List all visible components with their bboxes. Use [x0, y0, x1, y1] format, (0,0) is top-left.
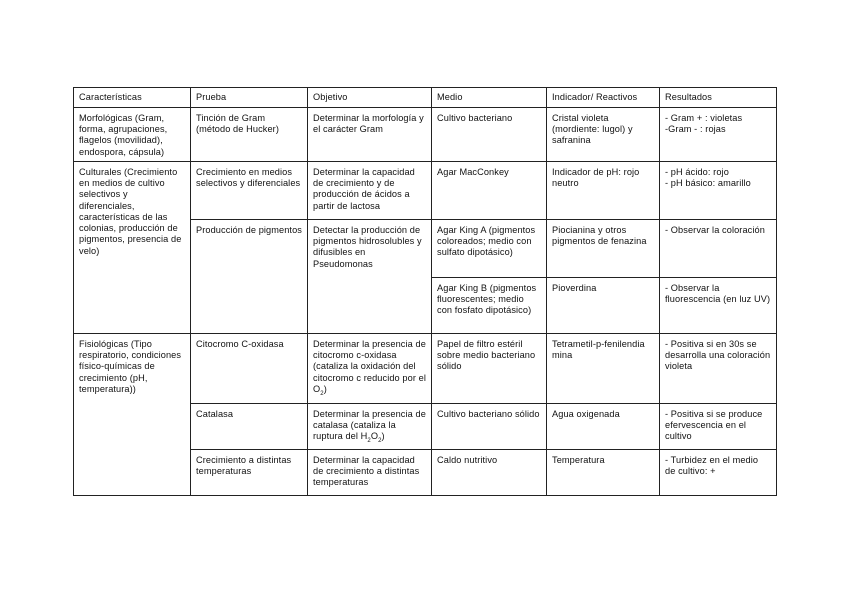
subscript: 2: [320, 390, 324, 397]
header-medio: Medio: [432, 88, 547, 108]
prueba-cell: Citocromo C-oxidasa: [191, 334, 308, 404]
resultado-line: - Observar la fluorescencia (en luz UV): [665, 283, 771, 305]
resultado-line: - Gram + : violetas: [665, 113, 743, 123]
resultado-line: - pH básico: amarillo: [665, 178, 751, 189]
subscript: 2: [367, 438, 371, 445]
header-indicador: Indicador/ Reactivos: [547, 88, 660, 108]
resultado-line: - Positiva si se produce efervescencia en el cultivo: [665, 409, 763, 442]
subscript: 2: [378, 438, 382, 445]
resultados-cell: [660, 220, 777, 278]
resultado-line: - Positiva si en 30s se desarrolla una coloración violeta: [665, 339, 771, 372]
medio-cell: Cultivo bacteriano: [432, 108, 547, 162]
header-prueba: Prueba: [191, 88, 308, 108]
medio-cell: Cultivo bacteriano sólido: [432, 404, 547, 450]
resultado-line: - pH ácido: rojo: [665, 167, 729, 177]
prueba-cell: Tinción de Gram (método de Hucker): [191, 108, 308, 162]
prueba-cell: Crecimiento a distintas temperaturas: [191, 449, 308, 495]
resultados-cell: [660, 162, 777, 220]
table-row: [74, 334, 777, 404]
objetivo-cell: Determinar la morfología y el carácter Gram: [308, 108, 432, 162]
caracteristica-cell: Fisiológicas (Tipo respiratorio, condiciones físico-químicas de crecimiento (pH, temperatura)): [74, 334, 191, 496]
objetivo-cell: [308, 404, 432, 450]
objetivo-text: O: [370, 431, 379, 442]
indicador-cell: Tetrametil-p-fenilendia mina: [547, 334, 660, 404]
indicador-cell: Temperatura: [547, 449, 660, 495]
objetivo-text: Determinar la presencia de citocromo c-oxidasa (cataliza la oxidación del citocromo c reducido por el O: [313, 339, 426, 394]
table-row: [74, 108, 777, 162]
indicador-cell: Indicador de pH: rojo neutro: [547, 162, 660, 220]
objetivo-cell: Determinar la capacidad de crecimiento y de producción de ácidos a partir de lactosa: [308, 162, 432, 220]
objetivo-text: ): [323, 383, 327, 394]
caracteristica-cell: Morfológicas (Gram, forma, agrupaciones, flagelos (movilidad), endospora, cápsula): [74, 108, 191, 162]
objetivo-text: ): [381, 431, 385, 442]
medio-cell: Agar King B (pigmentos fluorescentes; medio con fosfato dipotásico): [432, 278, 547, 334]
medio-cell: Caldo nutritivo: [432, 449, 547, 495]
objetivo-cell: [308, 334, 432, 404]
indicador-cell: Pioverdina: [547, 278, 660, 334]
header-resultados: Resultados: [660, 88, 777, 108]
resultados-cell: [660, 404, 777, 450]
header-objetivo: Objetivo: [308, 88, 432, 108]
caracteristica-cell: Culturales (Crecimiento en medios de cultivo selectivos y diferenciales, características de las colonias, producción de pigmentos, presencia de velo): [74, 162, 191, 334]
indicador-cell: Cristal violeta (mordiente: lugol) y safranina: [547, 108, 660, 162]
medio-cell: Agar MacConkey: [432, 162, 547, 220]
resultado-line: - Turbidez en el medio de cultivo: +: [665, 454, 759, 476]
prueba-cell: Crecimiento en medios selectivos y diferenciales: [191, 162, 308, 220]
resultados-cell: [660, 108, 777, 162]
resultados-cell: [660, 334, 777, 404]
resultado-line: -Gram - : rojas: [665, 124, 726, 135]
medio-cell: Papel de filtro estéril sobre medio bacteriano sólido: [432, 334, 547, 404]
medio-cell: Agar King A (pigmentos coloreados; medio con sulfato dipotásico): [432, 220, 547, 278]
indicador-cell: Agua oxigenada: [547, 404, 660, 450]
indicador-cell: Piocianina y otros pigmentos de fenazina: [547, 220, 660, 278]
objetivo-cell: Determinar la capacidad de crecimiento a distintas temperaturas: [308, 449, 432, 495]
resultados-cell: [660, 449, 777, 495]
characteristics-table: [73, 87, 777, 496]
objetivo-cell: Detectar la producción de pigmentos hidrosolubles y difusibles en Pseudomonas: [308, 220, 432, 334]
prueba-cell: Producción de pigmentos: [191, 220, 308, 334]
resultados-cell: [660, 278, 777, 334]
objetivo-text: Determinar la presencia de catalasa (cataliza la ruptura del H: [313, 409, 426, 442]
resultado-line: - Observar la coloración: [665, 225, 765, 235]
header-row: [74, 88, 777, 108]
table-row: [74, 162, 777, 220]
header-caracteristicas: Características: [74, 88, 191, 108]
prueba-cell: Catalasa: [191, 404, 308, 450]
